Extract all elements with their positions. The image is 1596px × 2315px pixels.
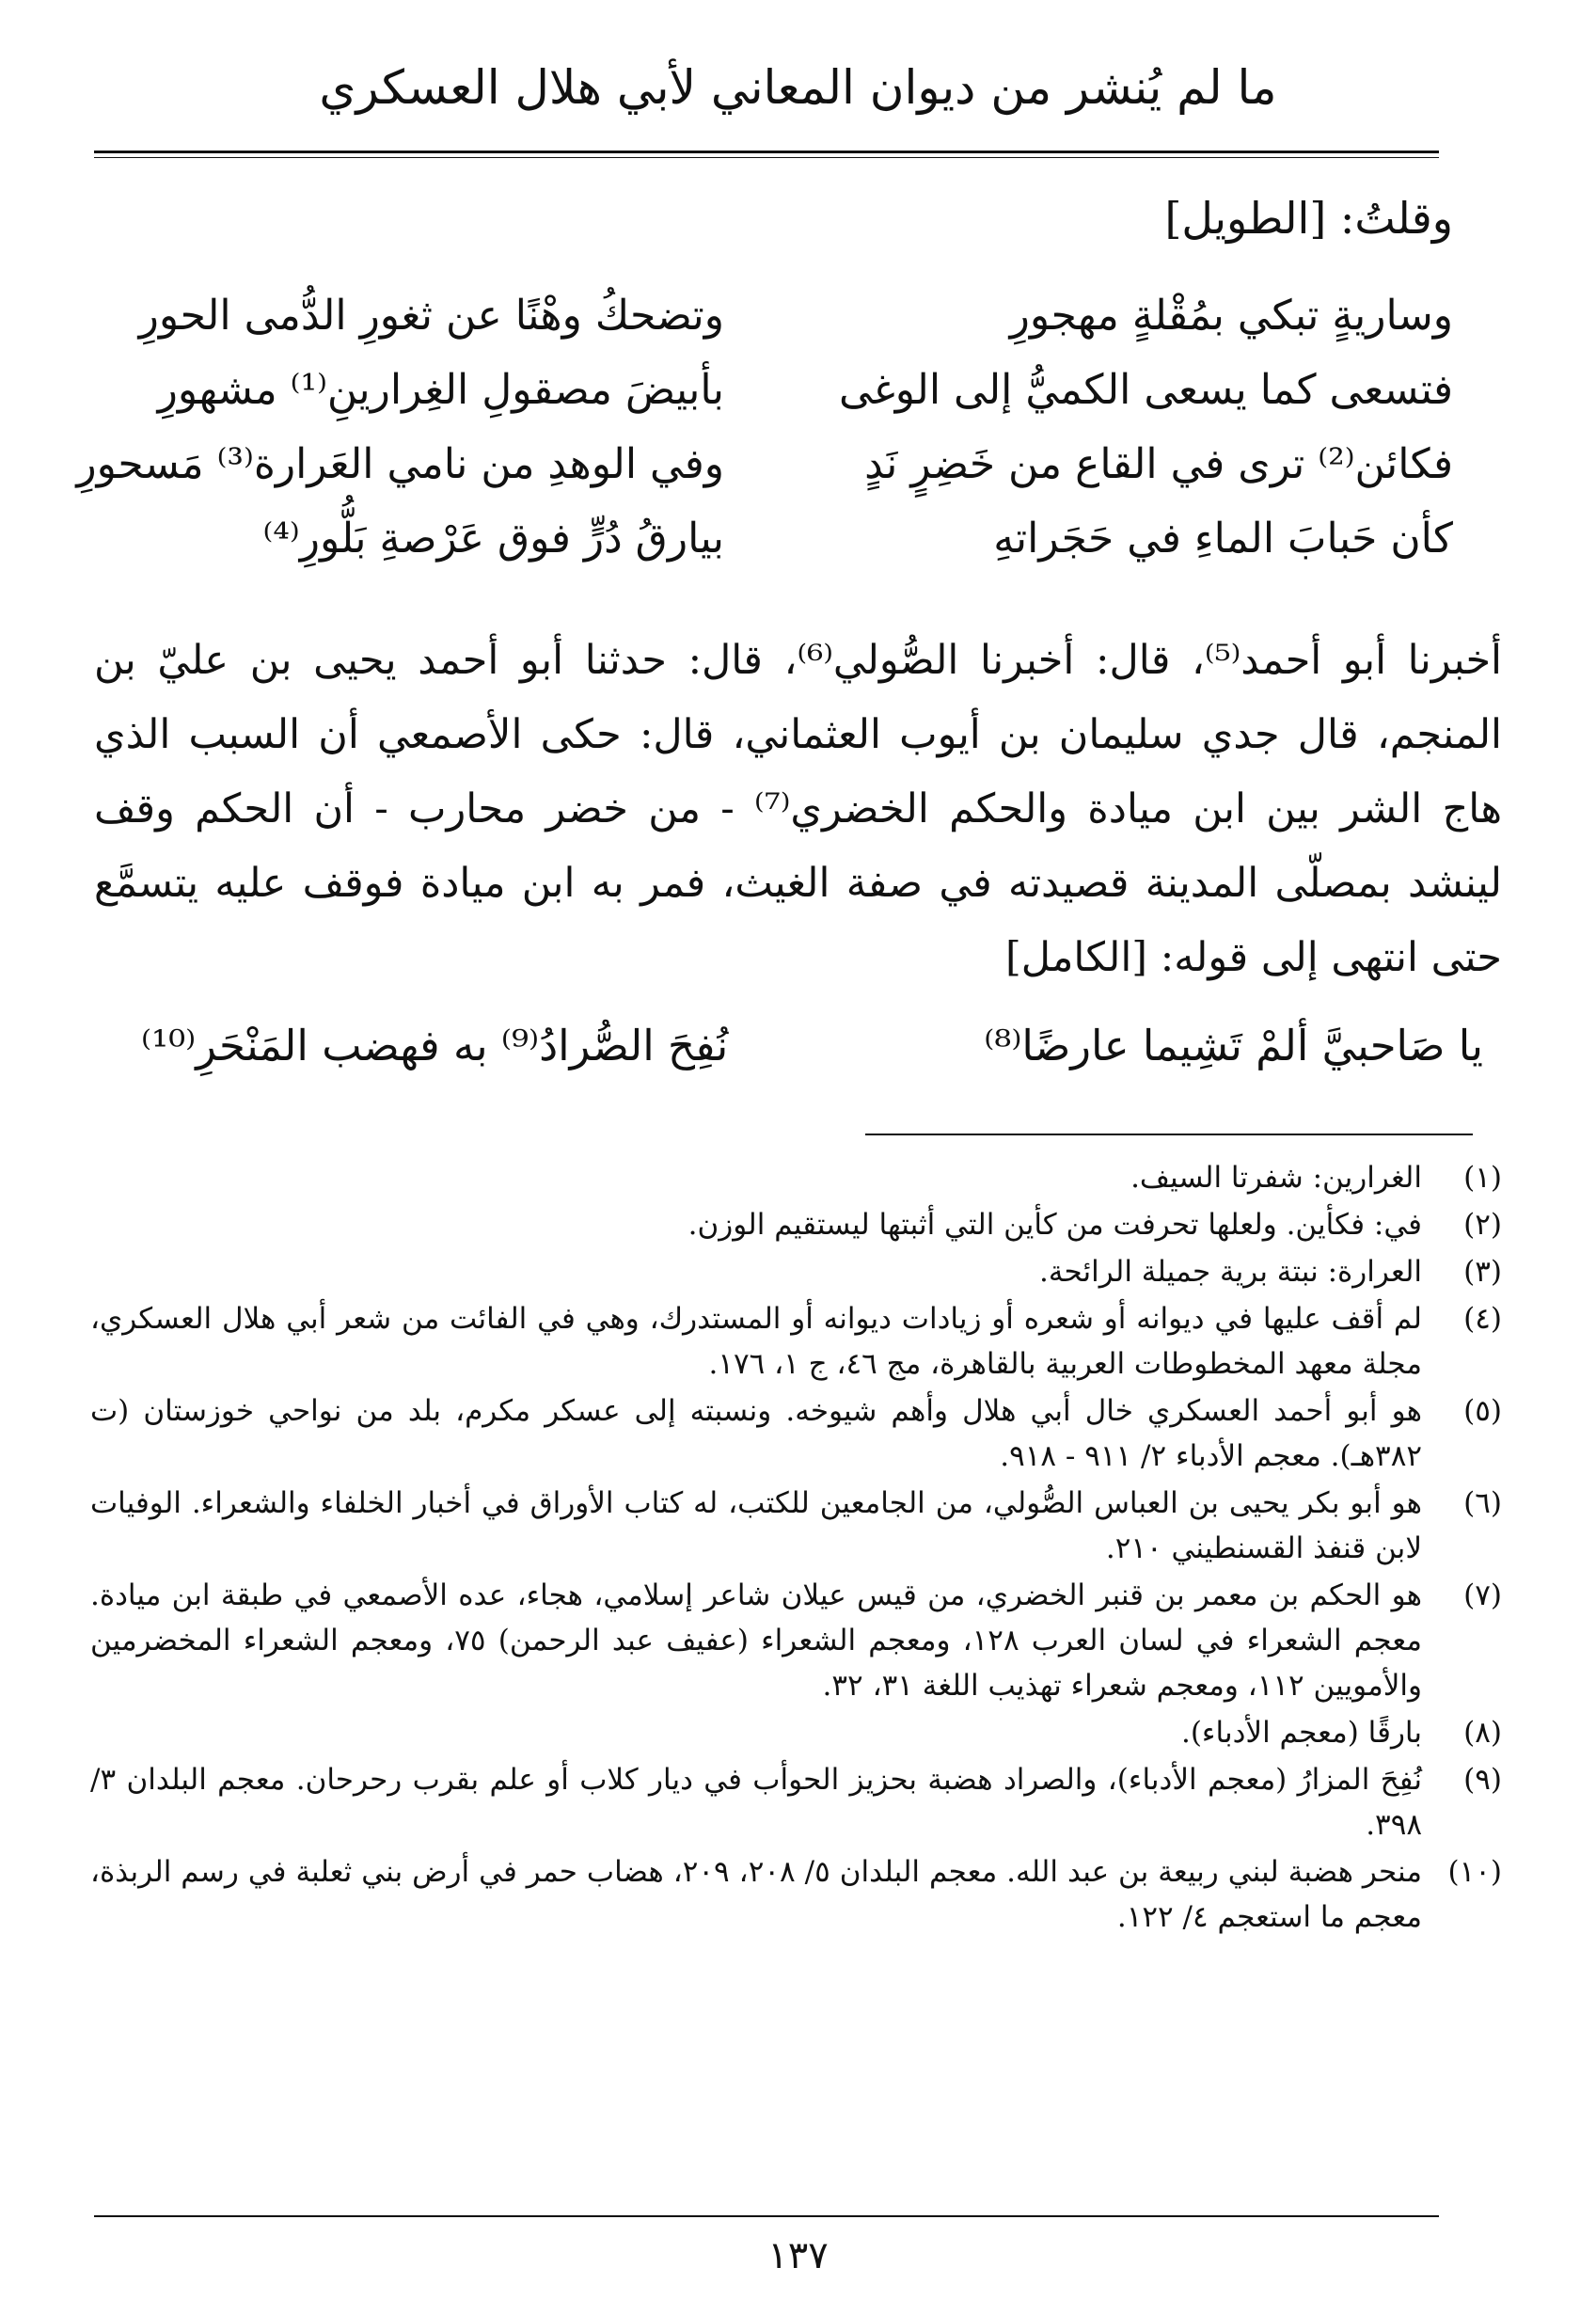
footnote-text: العرارة: نبتة برية جميلة الرائحة. bbox=[1039, 1255, 1422, 1289]
header-rule-thin bbox=[94, 157, 1439, 158]
footnote-number: (٨) bbox=[1463, 1716, 1502, 1750]
footnote-text: في: فكأين. ولعلها تحرفت من كأين التي أثبتها ليستقيم الوزن. bbox=[687, 1208, 1422, 1242]
footnote-number: (١) bbox=[1463, 1161, 1502, 1195]
running-header: ما لم يُنشر من ديوان المعاني لأبي هلال العسكري bbox=[319, 60, 1277, 115]
second-hemistich: بيارقُ دُرٍّ فوق عَرْصةِ بَلُّورِ⁽⁴⁾ bbox=[262, 515, 724, 563]
second-hemistich: وتضحكُ وهْنًا عن ثغورِ الدُّمى الحورِ bbox=[138, 292, 724, 340]
footnote bbox=[90, 1757, 1502, 1847]
verse-line bbox=[122, 515, 1453, 589]
footnote-number: (٦) bbox=[1463, 1486, 1502, 1520]
footnote-text: هو أبو بكر يحيى بن العباس الصُّولي، من الجامعين للكتب، له كتاب الأوراق في أخبار الخلفاء والشعراء. الوفيات لابن قنفذ القسنطيني ٢١٠. bbox=[90, 1486, 1422, 1565]
page-number: ١٣٧ bbox=[767, 2234, 829, 2277]
footnote-text: هو الحكم بن معمر بن قنبر الخضري، من قيس عيلان شاعر إسلامي، هجاء، عده الأصمعي في طبقة ابن ميادة. معجم الشعراء في لسان العرب ١٢٨، ومعجم الشعراء (عفيف عبد الرحمن) ٧٥، ومعجم الشعراء المخضرمين والأمويين ١١٢، ومعجم شعراء تهذيب اللغة ٣١، ٣٢. bbox=[90, 1578, 1422, 1703]
footnote-number: (٤) bbox=[1463, 1302, 1502, 1336]
footnotes bbox=[90, 1155, 1502, 1942]
footnote-text: هو أبو أحمد العسكري خال أبي هلال وأهم شيوخه. ونسبته إلى عسكر مكرم، بلد من نواحي خوزستان (ت ٣٨٢هـ). معجم الأدباء ٢/ ٩١١ - ٩١٨. bbox=[90, 1394, 1422, 1473]
first-hemistich: فكائن⁽²⁾ ترى في القاع من خَضِرٍ نَدٍ bbox=[864, 440, 1453, 488]
footnote-text: لم أقف عليها في ديوانه أو شعره أو زيادات ديوانه أو المستدرك، وهي في الفائت من شعر أبي هلال العسكري، مجلة معهد المخطوطات العربية بالقاهرة، مج ٤٦، ج ١، ١٧٦. bbox=[90, 1302, 1422, 1381]
footnote-number: (٣) bbox=[1463, 1255, 1502, 1289]
footnote-text: بارقًا (معجم الأدباء). bbox=[1180, 1716, 1422, 1750]
footnote-number: (٧) bbox=[1463, 1578, 1502, 1612]
footnote-text: الغرارين: شفرتا السيف. bbox=[1130, 1161, 1422, 1195]
footnote bbox=[90, 1573, 1502, 1708]
closing-verse bbox=[141, 1021, 1483, 1070]
first-hemistich: يا صَاحبيَّ ألمْ تَشِيما عارضًا⁽⁸⁾ bbox=[984, 1021, 1483, 1070]
first-hemistich: كأن حَبابَ الماءِ في حَجَراتهِ bbox=[993, 515, 1453, 563]
header-rule bbox=[94, 151, 1439, 153]
footnote bbox=[90, 1481, 1502, 1571]
footnote bbox=[90, 1155, 1502, 1200]
footnote-number: (٢) bbox=[1463, 1208, 1502, 1242]
verse-intro: وقلتُ: [الطويل] bbox=[1164, 193, 1453, 244]
second-hemistich: نُفِحَ الصُّرادُ⁽⁹⁾ به فهضب المَنْحَرِ⁽¹⁰⁾ bbox=[141, 1021, 729, 1070]
footnote bbox=[90, 1388, 1502, 1479]
footnote bbox=[90, 1249, 1502, 1294]
second-hemistich: بأبيضَ مصقولِ الغِرارينِ⁽¹⁾ مشهورِ bbox=[157, 366, 724, 414]
footnote-rule bbox=[865, 1134, 1473, 1135]
footnote-number: (٥) bbox=[1463, 1394, 1502, 1428]
prose-paragraph bbox=[94, 624, 1502, 995]
footnote-text: منحر هضبة لبني ربيعة بن عبد الله. معجم البلدان ٥/ ٢٠٨، ٢٠٩، هضاب حمر في أرض بني ثعلبة في رسم الربذة، معجم ما استعجم ٤/ ١٢٢. bbox=[90, 1855, 1422, 1934]
footnote bbox=[90, 1296, 1502, 1387]
prose-text: أخبرنا أبو أحمد⁽⁵⁾، قال: أخبرنا الصُّولي⁽⁶⁾، قال: حدثنا أبو أحمد يحيى بن عليّ بن المنجم، قال جدي سليمان بن أيوب العثماني، قال: حكى الأصمعي أن السبب الذي هاج الشر بين ابن ميادة والحكم الخضري⁽⁷⁾ - من خضر محارب - أن الحكم وقف لينشد بمصلّى المدينة قصيدته في صفة الغيث، فمر به ابن ميادة فوقف عليه يتسمَّع حتى انتهى إلى قوله: [الكامل] bbox=[94, 637, 1502, 981]
footer-rule bbox=[94, 2215, 1439, 2217]
footnote bbox=[90, 1202, 1502, 1247]
footnote-number: (٩) bbox=[1463, 1763, 1502, 1797]
footnote-text: نُفِحَ المزارُ (معجم الأدباء)، والصراد هضبة بحزيز الحوأب في ديار كلاب أو علم بقرب رحرحان. معجم البلدان ٣/ ٣٩٨. bbox=[90, 1763, 1422, 1842]
verse-line bbox=[76, 440, 1453, 515]
verse-line bbox=[122, 366, 1453, 440]
verse-line bbox=[122, 292, 1453, 366]
footnote bbox=[90, 1849, 1502, 1940]
first-hemistich: فتسعى كما يسعى الكميُّ إلى الوغى bbox=[839, 366, 1453, 414]
footnote-number: (١٠) bbox=[1447, 1855, 1502, 1889]
poem-verses bbox=[76, 292, 1453, 589]
footnote bbox=[90, 1710, 1502, 1755]
second-hemistich: وفي الوهدِ من نامي العَرارة⁽³⁾ مَسحورِ bbox=[76, 440, 724, 488]
first-hemistich: وساريةٍ تبكي بمُقْلةٍ مهجورِ bbox=[1009, 292, 1453, 340]
